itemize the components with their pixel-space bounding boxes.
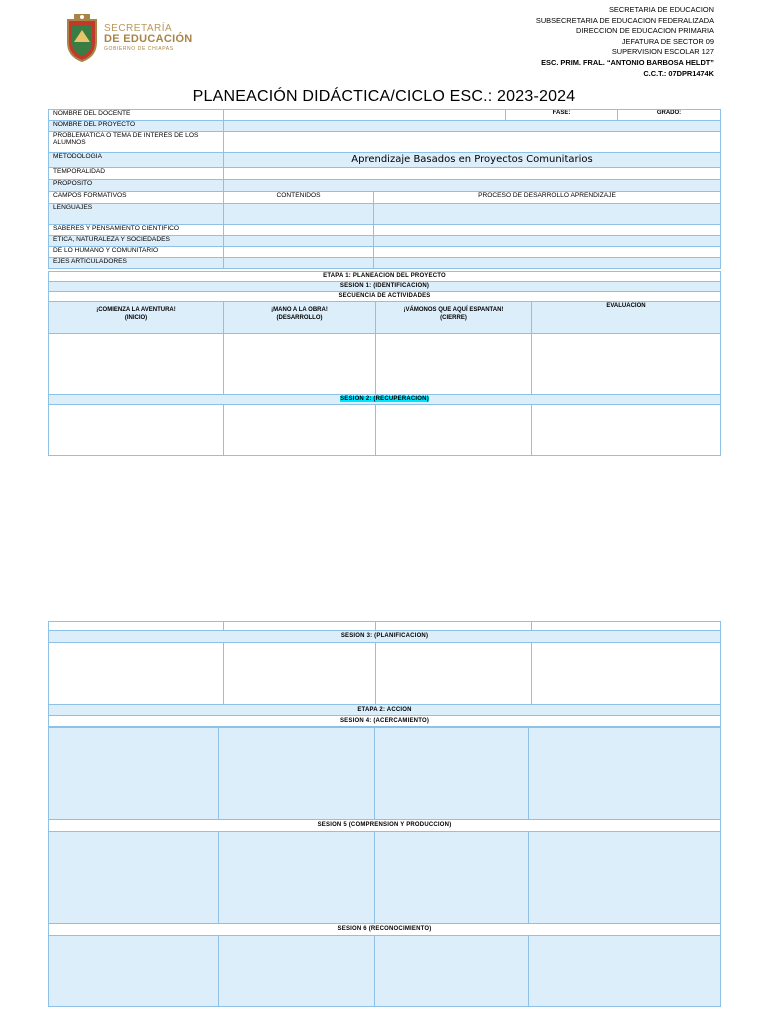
cct-code: C.C.T.: 07DPR1474K [643,68,714,78]
s1-cierre-cell[interactable] [376,334,532,395]
logo-line-1: SECRETARÍA [104,23,173,34]
s4-evaluacion-cell[interactable] [529,728,721,820]
label-humano: DE LO HUMANO Y COMUNITARIO [49,247,224,258]
sesion-2-heading [49,395,721,405]
s3-cierre-cell[interactable] [376,643,532,705]
header-line: SUBSECRETARIA DE EDUCACION FEDERALIZADA [535,15,714,25]
saberes-contenidos[interactable] [224,225,374,236]
s4-desarrollo-cell[interactable] [219,728,375,820]
cont-cell[interactable] [376,622,532,631]
s6-cierre-cell[interactable] [375,936,529,1007]
label-metodologia: METODOLOGIA [49,153,224,168]
sesion-2-highlight: SESION 2: (RECUPERACION) [340,396,429,402]
school-name: ESC. PRIM. FRAL. “ANTONIO BARBOSA HELDT” [541,57,714,67]
col-evaluacion-header: EVALUACIÓN [532,302,721,334]
lenguajes-proceso[interactable] [374,204,721,225]
sesion-3-heading: SESION 3: (PLANIFICACION) [49,631,721,643]
cont-cell[interactable] [532,622,721,631]
ejes-contenidos[interactable] [224,258,374,269]
secretaria-logo [64,12,194,64]
s4-cierre-cell[interactable] [375,728,529,820]
label-grado: GRADO: [618,110,721,121]
label-temporalidad: TEMPORALIDAD [49,168,224,180]
label-etica: ÉTICA, NATURALEZA Y SOCIEDADES [49,236,224,247]
logo-line-2: DE EDUCACIÓN [104,33,193,45]
s2-evaluacion-cell[interactable] [532,405,721,456]
ejes-proceso[interactable] [374,258,721,269]
etapa-2-heading: ETAPA 2: ACCION [49,705,721,716]
s1-desarrollo-cell[interactable] [224,334,376,395]
problematica-field[interactable] [224,132,721,153]
s3-desarrollo-cell[interactable] [224,643,376,705]
s2-cierre-cell[interactable] [376,405,532,456]
col-inicio-header: ¡COMIENZA LA AVENTURA! (INICIO) [49,302,224,334]
s6-evaluacion-cell[interactable] [529,936,721,1007]
s5-evaluacion-cell[interactable] [529,832,721,924]
etica-contenidos[interactable] [224,236,374,247]
etapa-1-heading: ETAPA 1: PLANEACION DEL PROYECTO [49,272,721,282]
plan-table-1 [48,271,721,456]
cont-cell[interactable] [224,622,376,631]
s5-desarrollo-cell[interactable] [219,832,375,924]
header-line: DIRECCION DE EDUCACION PRIMARIA [576,26,714,36]
s3-evaluacion-cell[interactable] [532,643,721,705]
docente-field[interactable] [224,110,506,121]
sesion-6-heading: SESION 6 (RECONOCIMIENTO) [49,924,721,936]
label-contenidos: CONTENIDOS [224,192,374,204]
label-saberes: SABERES Y PENSAMIENTO CIENTIFICO [49,225,224,236]
etica-proceso[interactable] [374,236,721,247]
label-proyecto: NOMBRE DEL PROYECTO [49,121,224,132]
humano-contenidos[interactable] [224,247,374,258]
label-problematica: PROBLEMÁTICA O TEMA DE INTERÉS DE LOS ALUMNOS [49,132,224,153]
label-ejes: EJES ARTICULADORES [49,258,224,269]
label-lenguajes: LENGUAJES [49,204,224,225]
label-campos: CAMPOS FORMATIVOS [49,192,224,204]
cont-cell[interactable] [49,622,224,631]
s6-inicio-cell[interactable] [49,936,219,1007]
sesion-1-heading: SESION 1: (IDENTIFICACION) [49,282,721,292]
lenguajes-contenidos[interactable] [224,204,374,225]
s5-inicio-cell[interactable] [49,832,219,924]
s2-inicio-cell[interactable] [49,405,224,456]
secuencia-heading: SECUENCIA DE ACTIVIDADES [49,292,721,302]
saberes-proceso[interactable] [374,225,721,236]
s1-inicio-cell[interactable] [49,334,224,395]
metodologia-value: Aprendizaje Basados en Proyectos Comunitarios [224,153,721,168]
s6-desarrollo-cell[interactable] [219,936,375,1007]
proyecto-field[interactable] [224,121,721,132]
temporalidad-field[interactable] [224,168,721,180]
s3-inicio-cell[interactable] [49,643,224,705]
sesion-5-heading: SESION 5 (COMPRENSION Y PRODUCCION) [49,820,721,832]
sesion-4-heading: SESION 4: (ACERCAMIENTO) [49,716,721,727]
label-fase: FASE: [506,110,618,121]
logo-line-3: GOBIERNO DE CHIAPAS [104,46,174,52]
s5-cierre-cell[interactable] [375,832,529,924]
label-docente: NOMBRE DEL DOCENTE [49,110,224,121]
col-desarrollo-header: ¡MANO A LA OBRA! (DESARROLLO) [224,302,376,334]
label-proposito: PROPOSITO [49,180,224,192]
header-line: SECRETARIA DE EDUCACION [609,5,714,14]
header-line: SUPERVISION ESCOLAR 127 [611,47,714,57]
humano-proceso[interactable] [374,247,721,258]
label-proceso: PROCESO DE DESARROLLO APRENDIZAJE [374,192,721,204]
chiapas-shield-icon [64,12,100,62]
header-line: JEFATURA DE SECTOR 09 [621,36,714,46]
page-title: PLANEACIÓN DIDÁCTICA/CICLO ESC.: 2023-2024 [192,88,576,105]
proposito-field[interactable] [224,180,721,192]
s4-inicio-cell[interactable] [49,728,219,820]
s1-evaluacion-cell[interactable] [532,334,721,395]
plan-table-2 [48,621,721,727]
plan-table-3 [48,727,721,1007]
s2-desarrollo-cell[interactable] [224,405,376,456]
info-table [48,109,721,269]
institution-header [536,5,714,79]
col-cierre-header: ¡VÁMONOS QUE AQUÍ ESPANTAN! (CIERRE) [376,302,532,334]
